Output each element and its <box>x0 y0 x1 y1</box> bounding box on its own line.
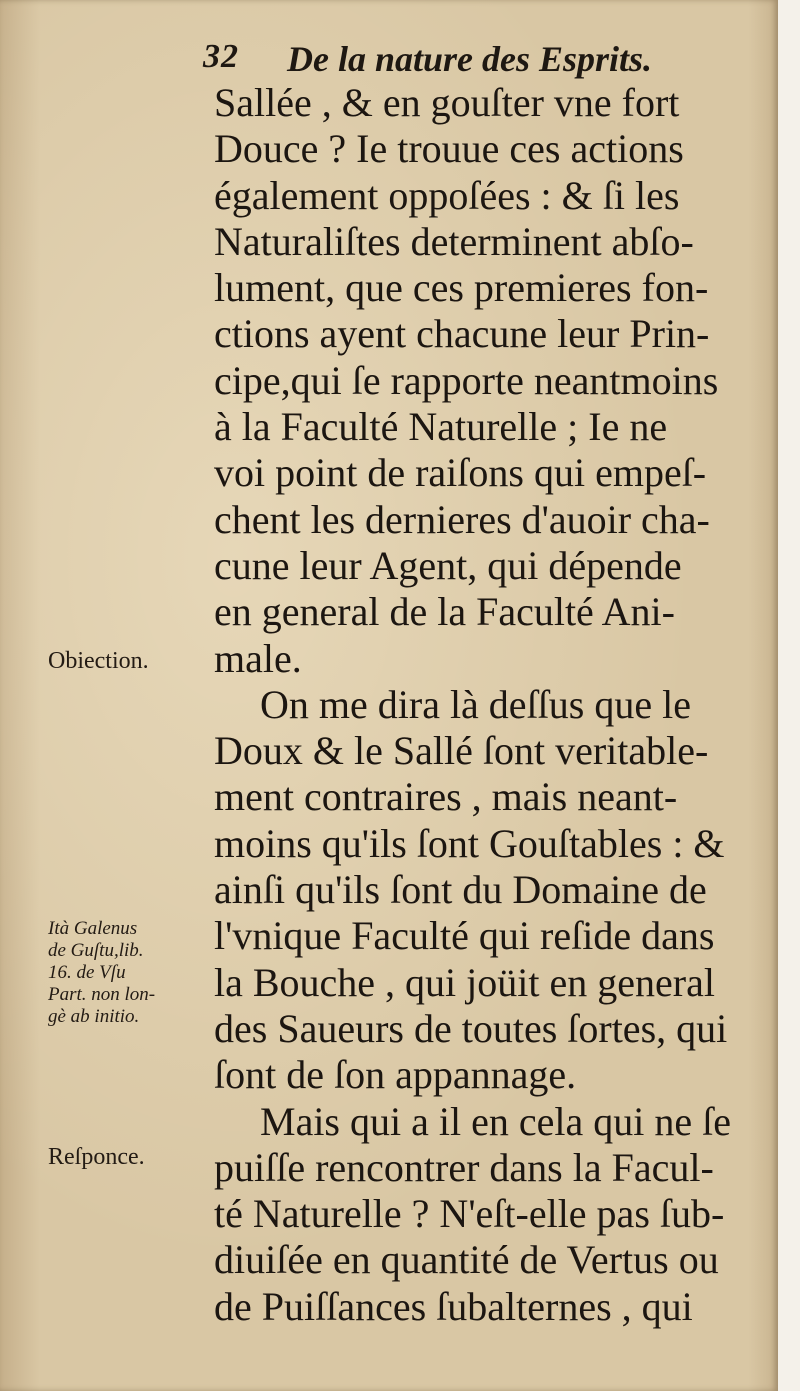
text-line: diuiſée en quantité de Vertus ou <box>214 1237 719 1283</box>
page-number: 32 <box>203 38 239 75</box>
text-line: moins qu'ils ſont Gouſtables : & <box>214 820 725 866</box>
text-line: de Puiſſances ſubalternes , qui <box>214 1283 693 1329</box>
text-line: puiſſe rencontrer dans la Facul- <box>214 1144 714 1190</box>
citation-line: gè ab initio. <box>48 1006 140 1027</box>
text-line: ment contraires , mais neant- <box>214 774 678 820</box>
text-line: ſont de ſon appannage. <box>214 1052 577 1098</box>
margin-note-citation <box>48 918 208 1028</box>
page-edge <box>778 0 800 1391</box>
running-title: De la nature des Esprits. <box>287 39 653 79</box>
citation-line: Part. non lon- <box>48 984 156 1005</box>
text-line: Doux & le Sallé ſont veritable- <box>214 728 709 774</box>
margin-note-objection: Obiection. <box>48 648 149 674</box>
text-line: té Naturelle ? N'eſt-elle pas ſub- <box>214 1191 725 1237</box>
text-line: également oppoſées : & ſi les <box>214 172 680 218</box>
text-line: Naturaliſtes determinent abſo- <box>214 218 694 264</box>
main-text-block <box>214 80 754 1330</box>
text-line: cune leur Agent, qui dépende <box>214 542 682 588</box>
text-line: lument, que ces premieres fon- <box>214 265 709 311</box>
citation-line: Ità Galenus <box>48 918 138 939</box>
text-line: On me dira là deſſus que le <box>260 681 691 727</box>
text-line: male. <box>214 635 302 681</box>
text-line: en general de la Faculté Ani- <box>214 589 675 635</box>
citation-line: 16. de Vſu <box>48 962 126 983</box>
text-line: ctions ayent chacune leur Prin- <box>214 311 710 357</box>
text-line: cipe,qui ſe rapporte neantmoins <box>214 357 719 403</box>
text-line: chent les dernieres d'auoir cha- <box>214 496 710 542</box>
text-line: Douce ? Ie trouue ces actions <box>214 126 684 172</box>
text-line: ainſi qu'ils ſont du Domaine de <box>214 867 707 913</box>
text-line: la Bouche , qui joüit en general <box>214 959 715 1005</box>
margin-note-response: Reſponce. <box>48 1144 145 1170</box>
text-line: des Saueurs de toutes ſortes, qui <box>214 1005 728 1051</box>
text-line: à la Faculté Naturelle ; Ie ne <box>214 404 668 450</box>
citation-line: de Guſtu,lib. <box>48 940 144 961</box>
text-line: Sallée , & en gouſter vne fort <box>214 80 680 125</box>
text-line: Mais qui a il en cela qui ne ſe <box>260 1098 731 1144</box>
text-line: voi point de raiſons qui empeſ- <box>214 450 707 496</box>
text-line: l'vnique Faculté qui reſide dans <box>214 913 715 959</box>
